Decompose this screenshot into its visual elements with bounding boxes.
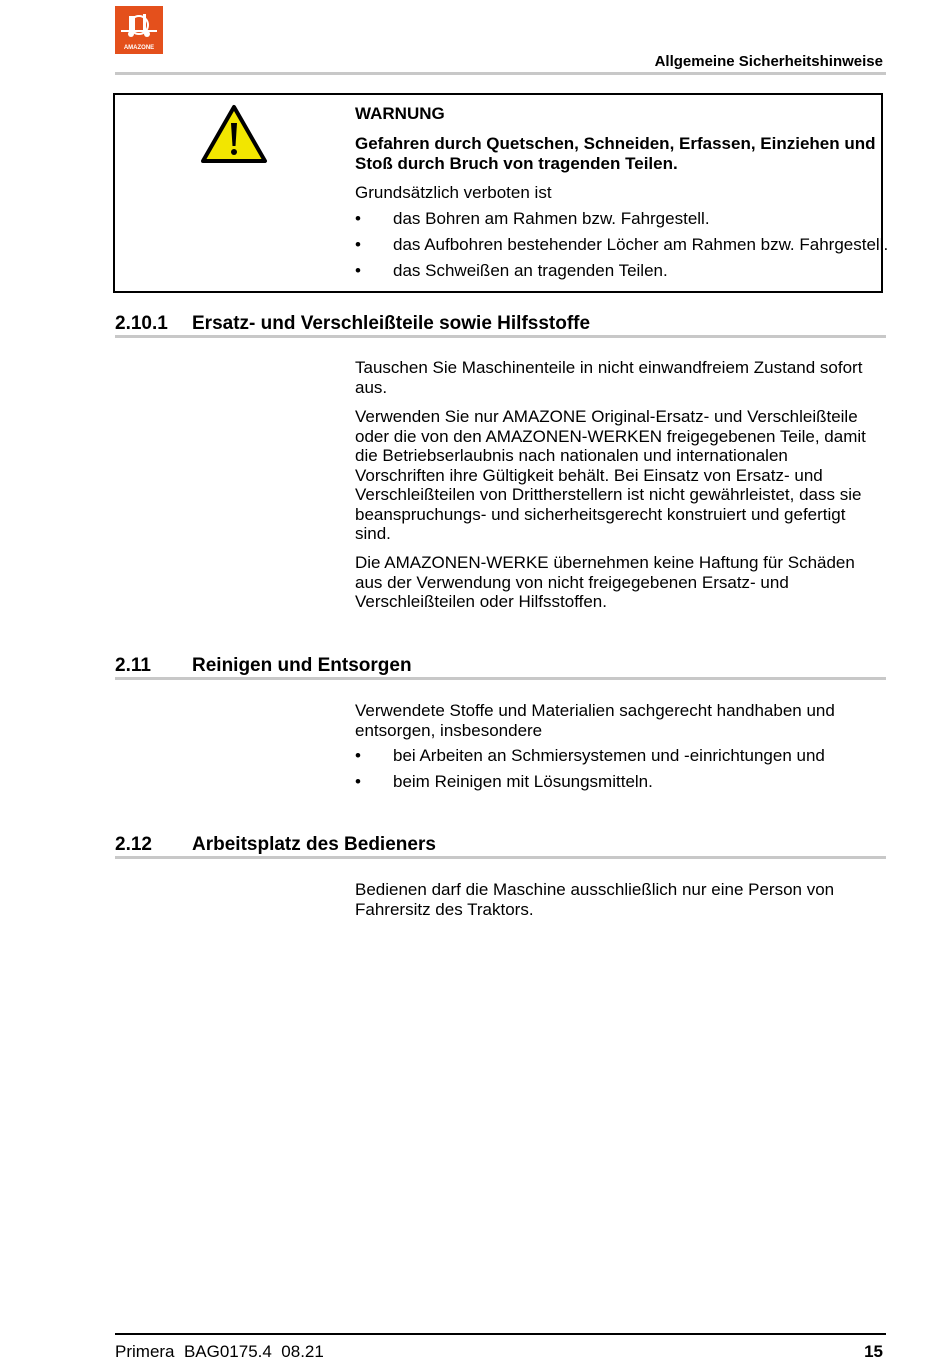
- header-divider: [115, 72, 886, 75]
- logo-text: AMAZONE: [123, 45, 155, 51]
- paragraph: Verwenden Sie nur AMAZONE Original-Ersatz- und Verschleißteile oder die von den AMAZONEN-WERKEN freigegebenen Teile, damit die Betriebserlaubnis nach nationalen und internationalen Vorschriften ihre Gültigkeit behält. Bei Einsatz von Ersatz- und Verschleißteilen von Drittherstellern ist nicht gewährleistet, dass sie beanspruchungs- und sicherheitsgerecht konstruiert und gefertigt sind.: [355, 407, 866, 543]
- paragraph: Verwendete Stoffe und Materialien sachgerecht handhaben und entsorgen, insbesondere: [355, 701, 835, 740]
- bullet-icon: •: [355, 772, 361, 791]
- paragraph: Die AMAZONEN-WERKE übernehmen keine Haftung für Schäden aus der Verwendung von nicht freigegebenen Ersatz- und Verschleißteilen oder Hilfsstoffen.: [355, 553, 855, 611]
- bullet-icon: •: [355, 261, 361, 280]
- page-header-title: Allgemeine Sicherheitshinweise: [654, 53, 883, 70]
- section-title: Ersatz- und Verschleißteile sowie Hilfsstoffe: [192, 313, 591, 334]
- section-number: 2.11: [115, 655, 151, 676]
- footer-divider: [115, 1333, 886, 1335]
- section-divider: [115, 677, 886, 680]
- bullet-icon: •: [355, 235, 361, 254]
- section-title: Arbeitsplatz des Bedieners: [192, 834, 436, 855]
- list-item-text: bei Arbeiten an Schmiersystemen und -einrichtungen und: [393, 746, 825, 765]
- section-number: 2.10.1: [115, 313, 168, 334]
- paragraph: Tauschen Sie Maschinenteile in nicht einwandfreiem Zustand sofort aus.: [355, 358, 863, 397]
- warning-bullet-text: das Schweißen an tragenden Teilen.: [393, 261, 668, 280]
- section-divider: [115, 856, 886, 859]
- warning-intro: Grundsätzlich verboten ist: [355, 183, 552, 202]
- section-number: 2.12: [115, 834, 152, 855]
- list-item-text: beim Reinigen mit Lösungsmitteln.: [393, 772, 653, 791]
- warning-triangle-icon: [200, 104, 268, 164]
- footer-document-id: Primera BAG0175.4 08.21: [115, 1342, 324, 1361]
- warning-title: WARNUNG: [355, 104, 445, 123]
- bullet-icon: •: [355, 209, 361, 228]
- section-title: Reinigen und Entsorgen: [192, 655, 412, 676]
- paragraph: Bedienen darf die Maschine ausschließlich nur eine Person von Fahrersitz des Traktors.: [355, 880, 835, 919]
- bullet-icon: •: [355, 746, 361, 765]
- warning-bullet-text: das Bohren am Rahmen bzw. Fahrgestell.: [393, 209, 710, 228]
- warning-headline: Gefahren durch Quetschen, Schneiden, Erfassen, Einziehen und Stoß durch Bruch von tragenden Teilen.: [355, 134, 876, 173]
- page-number: 15: [864, 1342, 883, 1361]
- amazone-logo: [115, 6, 163, 54]
- warning-bullet-text: das Aufbohren bestehender Löcher am Rahmen bzw. Fahrgestell.: [393, 235, 889, 254]
- section-divider: [115, 335, 886, 338]
